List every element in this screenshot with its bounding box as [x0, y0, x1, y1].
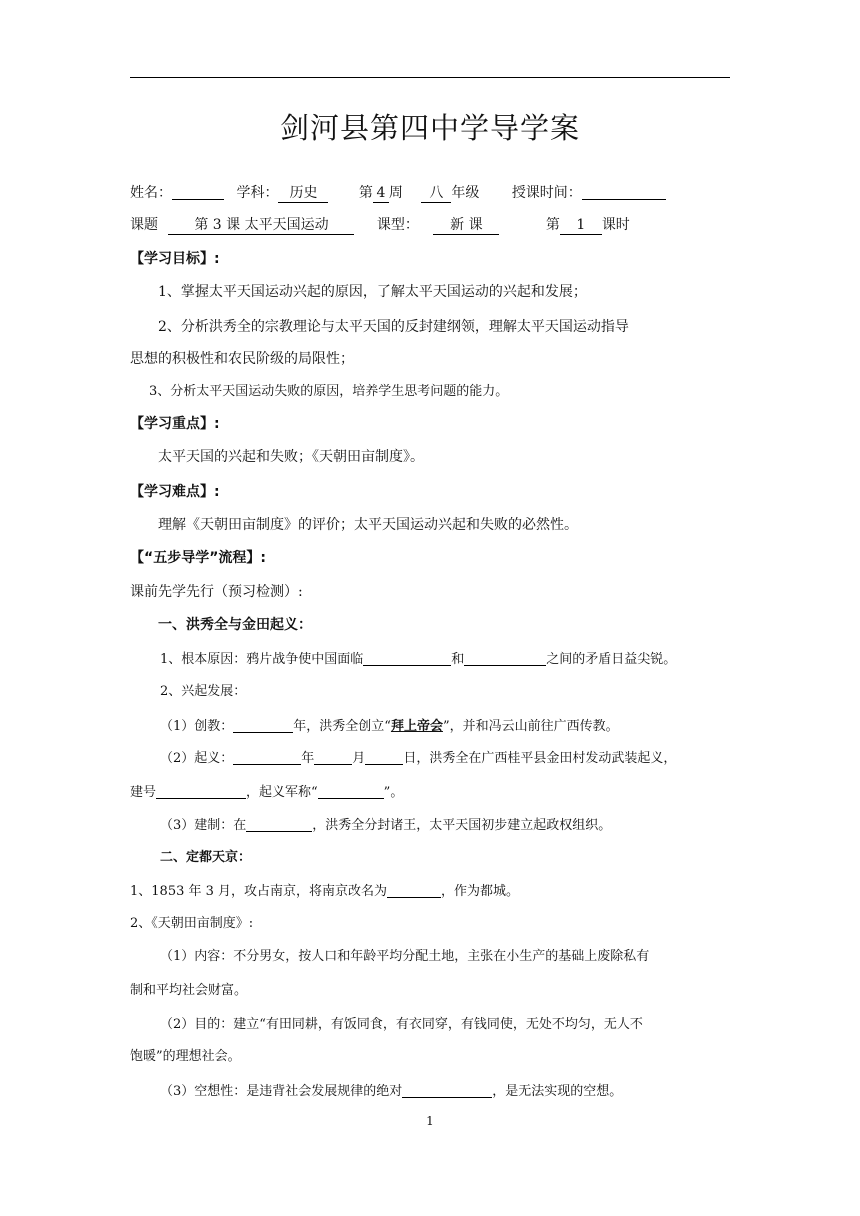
goal-item-2: 2、分析洪秀全的宗教理论与太平天国的反封建纲领，理解太平天国运动指导 — [158, 319, 629, 335]
info-line-2 — [130, 215, 630, 235]
section2-heading: 二、定都天京： — [160, 850, 252, 865]
s1-q22-blank-year — [233, 748, 301, 765]
difficult-points-heading: 【学习难点】: — [130, 484, 220, 500]
s1-q1-text-b: 和 — [451, 652, 465, 667]
week-prefix: 第 — [358, 185, 373, 201]
name-label: 姓名： — [130, 185, 172, 201]
s2-question-1 — [130, 881, 519, 902]
s1-q22-blank-day — [365, 748, 403, 765]
preview-label: 课前先学先行（预习检测）: — [130, 584, 303, 600]
topic-value: 第 3 课 太平天国运动 — [168, 217, 354, 235]
s2-question-2-1: （1）内容：不分男女，按人口和年龄平均分配土地，主张在小生产的基础上废除私有 — [160, 949, 650, 964]
s1-q22-blank-month — [314, 748, 352, 765]
week-value: 4 — [373, 185, 389, 203]
s2-question-2-2-cont: 饱暖”的理想社会。 — [130, 1049, 241, 1064]
s1-q21-blank — [233, 716, 293, 733]
s2-question-2-2: （2）目的：建立“有田同耕，有饭同食，有衣同穿，有钱同使，无处不均匀，无人不 — [160, 1017, 643, 1032]
name-blank — [172, 183, 224, 200]
s1-q22-year: 年 — [301, 751, 315, 766]
goal-item-2-cont: 思想的积极性和农民阶级的局限性； — [130, 351, 354, 367]
key-points-heading: 【学习重点】: — [130, 416, 220, 432]
goals-heading: 【学习目标】: — [130, 251, 220, 267]
s1-q23-blank — [246, 815, 312, 832]
s1-question-2-1 — [160, 716, 619, 737]
s1-q22-text-g: ”。 — [383, 785, 404, 800]
s2-q23-text-b: ，是无法实现的空想。 — [492, 1084, 623, 1099]
s1-q22-text-d: 日，洪秀全在广西桂平县金田村发动武装起义， — [403, 751, 677, 766]
s1-q21-term: 拜上帝会 — [390, 719, 443, 734]
s1-q1-text-a: 1、根本原因：鸦片战争使中国面临 — [160, 652, 364, 667]
s2-question-2-1-cont: 制和平均社会财富。 — [130, 983, 248, 998]
type-value: 新 课 — [433, 217, 499, 235]
s1-q22-text-f: ，起义军称“ — [246, 785, 318, 800]
s1-question-2: 2、兴起发展： — [160, 684, 247, 699]
s2-q1-text-b: ，作为都城。 — [441, 884, 520, 899]
s1-q22-month: 月 — [352, 751, 366, 766]
s2-question-2: 2、《天朝田亩制度》: — [130, 916, 254, 931]
page-title: 剑河县第四中学导学案 — [279, 111, 580, 145]
grade-value: 八 — [421, 185, 451, 203]
s1-question-1 — [160, 649, 676, 670]
week-suffix: 周 — [388, 185, 403, 201]
period-suffix: 课时 — [601, 217, 630, 233]
s1-q21-text-a: （1）创教： — [160, 719, 234, 734]
period-value: 1 — [560, 217, 602, 235]
type-label: 课型： — [376, 217, 419, 233]
s1-q22-blank-army — [318, 782, 384, 799]
subject-label: 学科： — [236, 185, 279, 201]
s1-q1-blank-2 — [464, 649, 546, 666]
s2-q1-blank — [387, 881, 441, 898]
time-label: 授课时间： — [511, 185, 582, 201]
s1-q23-text-a: （3）建制：在 — [160, 818, 247, 833]
s1-q23-text-b: ，洪秀全分封诸王，太平天国初步建立起政权组织。 — [312, 818, 612, 833]
s1-q1-text-c: 之间的矛盾日益尖锐。 — [546, 652, 677, 667]
info-line-1 — [130, 183, 666, 203]
s1-question-2-3 — [160, 815, 611, 836]
s1-q21-text-b: 年，洪秀全创立“ — [293, 719, 391, 734]
subject-value: 历史 — [278, 185, 328, 203]
time-blank — [582, 183, 666, 200]
s2-question-2-3 — [160, 1081, 622, 1102]
s2-q1-text-a: 1、1853 年 3 月，攻占南京，将南京改名为 — [130, 884, 388, 899]
s1-question-2-2-cont — [130, 782, 403, 803]
s1-q22-blank-name — [156, 782, 246, 799]
key-points-text: 太平天国的兴起和失败；《天朝田亩制度》。 — [158, 449, 424, 465]
process-heading: 【“五步导学”流程】: — [130, 550, 267, 566]
header-rule — [130, 77, 730, 78]
s1-q22-text-e: 建号 — [130, 785, 157, 800]
page-number: 1 — [426, 1114, 434, 1128]
s2-q23-blank — [402, 1081, 492, 1098]
goal-item-1: 1、掌握太平天国运动兴起的原因，了解太平天国运动的兴起和发展； — [158, 284, 587, 300]
topic-label: 课题 — [130, 217, 158, 233]
grade-suffix: 年级 — [451, 185, 480, 201]
period-prefix: 第 — [545, 217, 560, 233]
s2-q23-text-a: （3）空想性：是违背社会发展规律的绝对 — [160, 1084, 403, 1099]
s1-question-2-2 — [160, 748, 676, 769]
section1-heading: 一、洪秀全与金田起义： — [158, 617, 312, 633]
s1-q22-text-a: （2）起义： — [160, 751, 234, 766]
goal-item-3: 3、分析太平天国运动失败的原因，培养学生思考问题的能力。 — [149, 384, 509, 399]
difficult-points-text: 理解《天朝田亩制度》的评价；太平天国运动兴起和失败的必然性。 — [158, 517, 578, 533]
s1-q1-blank-1 — [363, 649, 451, 666]
s1-q21-text-d: ”，并和冯云山前往广西传教。 — [442, 719, 619, 734]
